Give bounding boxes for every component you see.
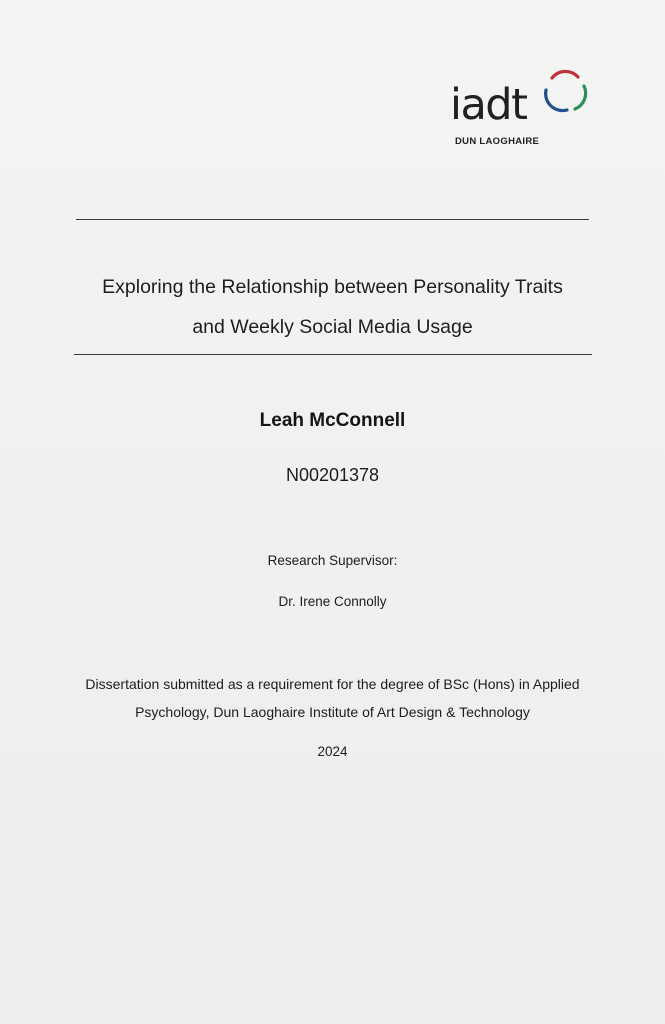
supervisor-name: Dr. Irene Connolly bbox=[278, 594, 387, 609]
top-divider bbox=[76, 219, 589, 220]
thesis-title-line-2: and Weekly Social Media Usage bbox=[192, 316, 473, 338]
thesis-title-line-1: Exploring the Relationship between Personality Traits bbox=[102, 276, 563, 298]
author-name: Leah McConnell bbox=[259, 410, 406, 431]
logo-wordmark: iadt bbox=[450, 80, 527, 130]
logo-arcs-icon bbox=[540, 68, 590, 118]
supervisor-label: Research Supervisor: bbox=[267, 553, 398, 568]
degree-statement-line-1: Dissertation submitted as a requirement for the degree of BSc (Hons) in Applied bbox=[85, 676, 580, 692]
iadt-logo bbox=[448, 68, 598, 152]
student-id: N00201378 bbox=[285, 465, 380, 485]
bottom-divider bbox=[74, 354, 592, 355]
submission-year: 2024 bbox=[317, 744, 348, 759]
degree-statement-line-2: Psychology, Dun Laoghaire Institute of Art Design & Technology bbox=[135, 704, 530, 720]
logo-subtitle: DUN LAOGHAIRE bbox=[455, 136, 540, 147]
